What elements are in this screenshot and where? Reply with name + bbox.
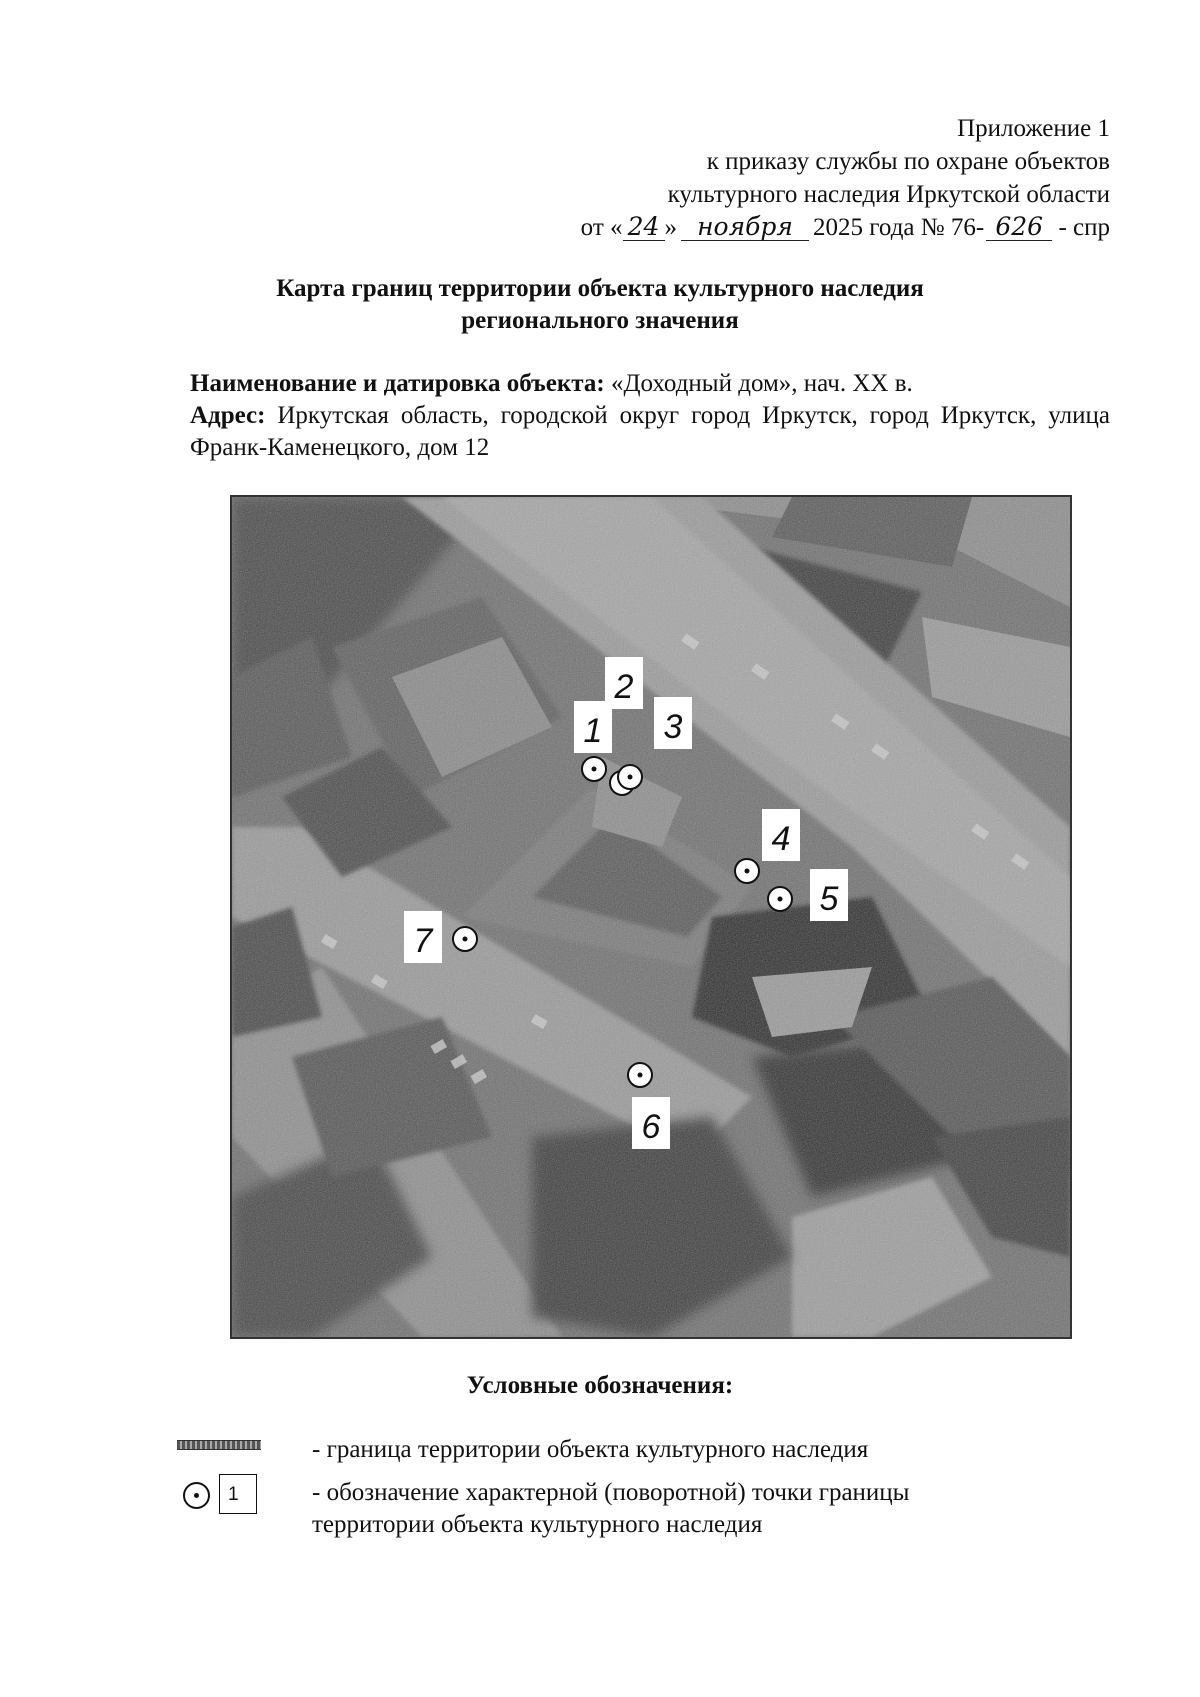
date-year-text: 2025 года № 76- bbox=[813, 214, 985, 241]
point-label-3: 3 bbox=[663, 708, 683, 746]
object-name-value: «Доходный дом», нач. XX в. bbox=[604, 370, 913, 397]
point-label-box: 1 bbox=[219, 1474, 257, 1514]
object-address-label: Адрес: bbox=[190, 402, 266, 429]
point-label-7: 7 bbox=[413, 922, 433, 960]
legend-point-text bbox=[312, 1477, 909, 1541]
legend-point-text-line-1: - обозначение характерной (поворотной) точки границы bbox=[312, 1479, 910, 1506]
point-label-5: 5 bbox=[819, 880, 839, 918]
appendix-header bbox=[581, 112, 1110, 244]
boundary-line-icon bbox=[177, 1440, 261, 1450]
order-suffix: - спр bbox=[1052, 214, 1110, 241]
date-month-handwritten: ноября bbox=[681, 214, 809, 241]
appendix-title: Приложение 1 bbox=[957, 115, 1110, 142]
title-line-2: регионального значения bbox=[461, 307, 739, 334]
appendix-date-line bbox=[581, 211, 1110, 244]
object-name-label: Наименование и датировка объекта: bbox=[190, 370, 605, 397]
object-address-row bbox=[190, 400, 1110, 464]
date-mid: » bbox=[664, 214, 678, 241]
date-prefix: от « bbox=[580, 214, 623, 241]
order-number-handwritten: 626 bbox=[986, 214, 1052, 241]
point-label-4: 4 bbox=[771, 820, 791, 858]
aerial-map-svg bbox=[232, 497, 1070, 1337]
appendix-authority: культурного наследия Иркутской области bbox=[667, 181, 1110, 208]
point-circle-icon bbox=[183, 1482, 210, 1509]
legend-title: Условные обозначения: bbox=[466, 1372, 734, 1399]
legend-boundary-text: - граница территории объекта культурного наследия bbox=[312, 1436, 869, 1463]
document-title bbox=[0, 273, 1200, 337]
legend-point-text-line-2: территории объекта культурного наследия bbox=[312, 1511, 763, 1538]
appendix-order-ref: к приказу службы по охране объектов bbox=[706, 148, 1110, 175]
object-address-value: Иркутская область, городской округ город Иркутск, город Иркутск, улица Франк-Каменецкого, дом 12 bbox=[190, 402, 1110, 461]
object-name-row bbox=[190, 368, 1110, 400]
aerial-map bbox=[230, 495, 1072, 1339]
boundary-point-legend-icon bbox=[183, 1474, 273, 1516]
title-line-1: Карта границ территории объекта культурного наследия bbox=[276, 275, 924, 302]
point-label-1: 1 bbox=[583, 712, 603, 750]
object-info bbox=[190, 368, 1110, 464]
date-day-handwritten: 24 bbox=[623, 214, 665, 241]
point-label-2: 2 bbox=[614, 668, 634, 706]
point-label-6: 6 bbox=[641, 1108, 661, 1146]
